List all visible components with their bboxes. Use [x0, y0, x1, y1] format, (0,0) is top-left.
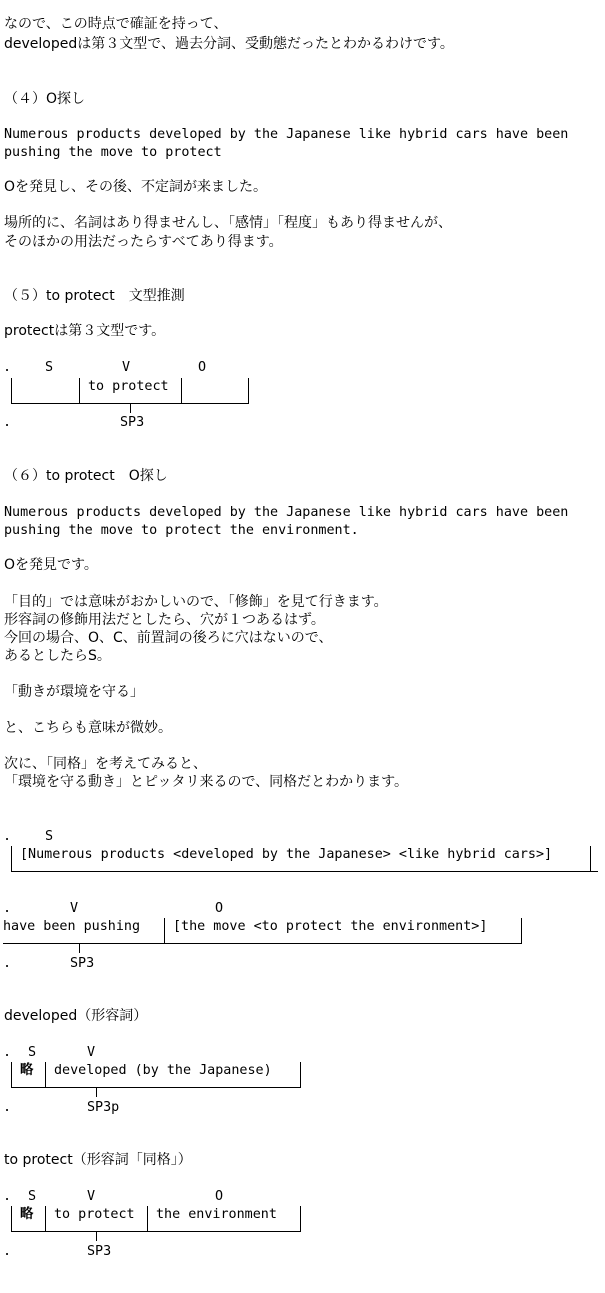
to-protect-heading: to protect（形容詞「同格」）: [4, 1152, 192, 1168]
diagram-baseline: [11, 1087, 301, 1088]
section-4-english-2: pushing the move to protect: [4, 145, 222, 160]
verb-cell: to protect: [54, 1207, 135, 1222]
diagram-tick: [79, 943, 80, 953]
section-5-paragraph: protectは第３文型です。: [4, 323, 166, 339]
section-6-paragraph-3: 「動きが環境を守る」: [4, 684, 144, 700]
diagram-border: [300, 1206, 301, 1231]
verb-label: V: [87, 1189, 96, 1204]
diagram-border: [11, 846, 12, 871]
section-6-paragraph-2d: あるとしたらS。: [4, 648, 111, 664]
diagram-border: [11, 378, 12, 403]
diagram-dot: .: [3, 1244, 12, 1259]
object-label: O: [215, 1189, 224, 1204]
diagram-dot: .: [3, 901, 12, 916]
diagram-tick: [96, 1087, 97, 1097]
developed-heading: developed（形容詞）: [4, 1008, 148, 1024]
diagram-baseline: [11, 871, 598, 872]
diagram-border: [181, 378, 182, 403]
sentence-pattern-label: SP3: [70, 956, 95, 971]
diagram-border: [521, 918, 522, 943]
diagram-tick: [96, 1231, 97, 1241]
diagram-baseline: [3, 943, 522, 944]
verb-label: V: [87, 1045, 96, 1060]
diagram-border: [45, 1206, 46, 1231]
subject-label: S: [28, 1189, 37, 1204]
section-6-paragraph-2c: 今回の場合、O、C、前置詞の後ろに穴はないので、: [4, 630, 333, 646]
omitted-subject-cell: 略: [20, 1063, 34, 1078]
diagram-border: [248, 378, 249, 403]
verb-label: V: [70, 901, 79, 916]
diagram-baseline: [11, 1231, 301, 1232]
subject-label: S: [45, 360, 54, 375]
section-6-english-2: pushing the move to protect the environment.: [4, 523, 359, 538]
subject-label: S: [45, 829, 54, 844]
section-4-paragraph-2a: 場所的に、名詞はあり得ませんし、「感情」「程度」もあり得ませんが、: [4, 215, 452, 231]
section-4-paragraph-2b: そのほかの用法だったらすべてあり得ます。: [4, 234, 283, 250]
section-6-heading: （６）to protect O探し: [4, 468, 168, 484]
object-cell: [the move <to protect the environment>]: [173, 919, 488, 934]
diagram-dot: .: [3, 1189, 12, 1204]
subject-label: S: [28, 1045, 37, 1060]
section-6-paragraph-2b: 形容詞の修飾用法だとしたら、穴が１つあるはず。: [4, 612, 325, 628]
diagram-dot: .: [3, 415, 12, 430]
verb-cell: have been pushing: [3, 919, 141, 934]
section-6-paragraph-2a: 「目的」では意味がおかしいので、「修飾」を見て行きます。: [4, 594, 388, 610]
diagram-dot: .: [3, 1100, 12, 1115]
diagram-cell: to protect: [88, 379, 169, 394]
subject-cell: [Numerous products <developed by the Japanese> <like hybrid cars>]: [20, 847, 553, 862]
object-label: O: [198, 360, 207, 375]
intro-line-2: developedは第３文型で、過去分詞、受動態だったとわかるわけです。: [4, 36, 454, 52]
diagram-border: [11, 1062, 12, 1087]
diagram-border: [147, 1206, 148, 1231]
diagram-border: [11, 1206, 12, 1231]
diagram-dot: .: [3, 360, 12, 375]
diagram-dot: .: [3, 1045, 12, 1060]
section-4-paragraph-1: Oを発見し、その後、不定詞が来ました。: [4, 179, 268, 195]
section-6-paragraph-4: と、こちらも意味が微妙。: [4, 720, 172, 736]
omitted-subject-cell: 略: [20, 1207, 34, 1222]
diagram-border: [300, 1062, 301, 1087]
object-label: O: [215, 901, 224, 916]
section-6-paragraph-1: Oを発見です。: [4, 557, 98, 573]
sentence-pattern-label: SP3p: [87, 1100, 120, 1115]
section-6-paragraph-5b: 「環境を守る動き」とピッタリ来るので、同格だとわかります。: [4, 774, 409, 790]
sentence-pattern-label: SP3: [87, 1244, 112, 1259]
diagram-border: [45, 1062, 46, 1087]
diagram-dot: .: [3, 829, 12, 844]
section-5-heading: （５）to protect 文型推測: [4, 288, 185, 304]
diagram-border: [590, 846, 591, 871]
diagram-dot: .: [3, 956, 12, 971]
diagram-border: [79, 378, 80, 403]
diagram-tick: [130, 403, 131, 413]
section-4-heading: （４）O探し: [4, 91, 86, 107]
section-4-english-1: Numerous products developed by the Japanese like hybrid cars have been: [4, 127, 569, 142]
verb-label: V: [122, 360, 131, 375]
section-6-english-1: Numerous products developed by the Japanese like hybrid cars have been: [4, 505, 569, 520]
sentence-pattern-label: SP3: [120, 415, 145, 430]
intro-line-1: なので、この時点で確証を持って、: [4, 16, 228, 32]
verb-cell: developed (by the Japanese): [54, 1063, 272, 1078]
section-6-paragraph-5a: 次に、「同格」を考えてみると、: [4, 756, 207, 772]
object-cell: the environment: [156, 1207, 277, 1222]
diagram-border: [164, 918, 165, 943]
